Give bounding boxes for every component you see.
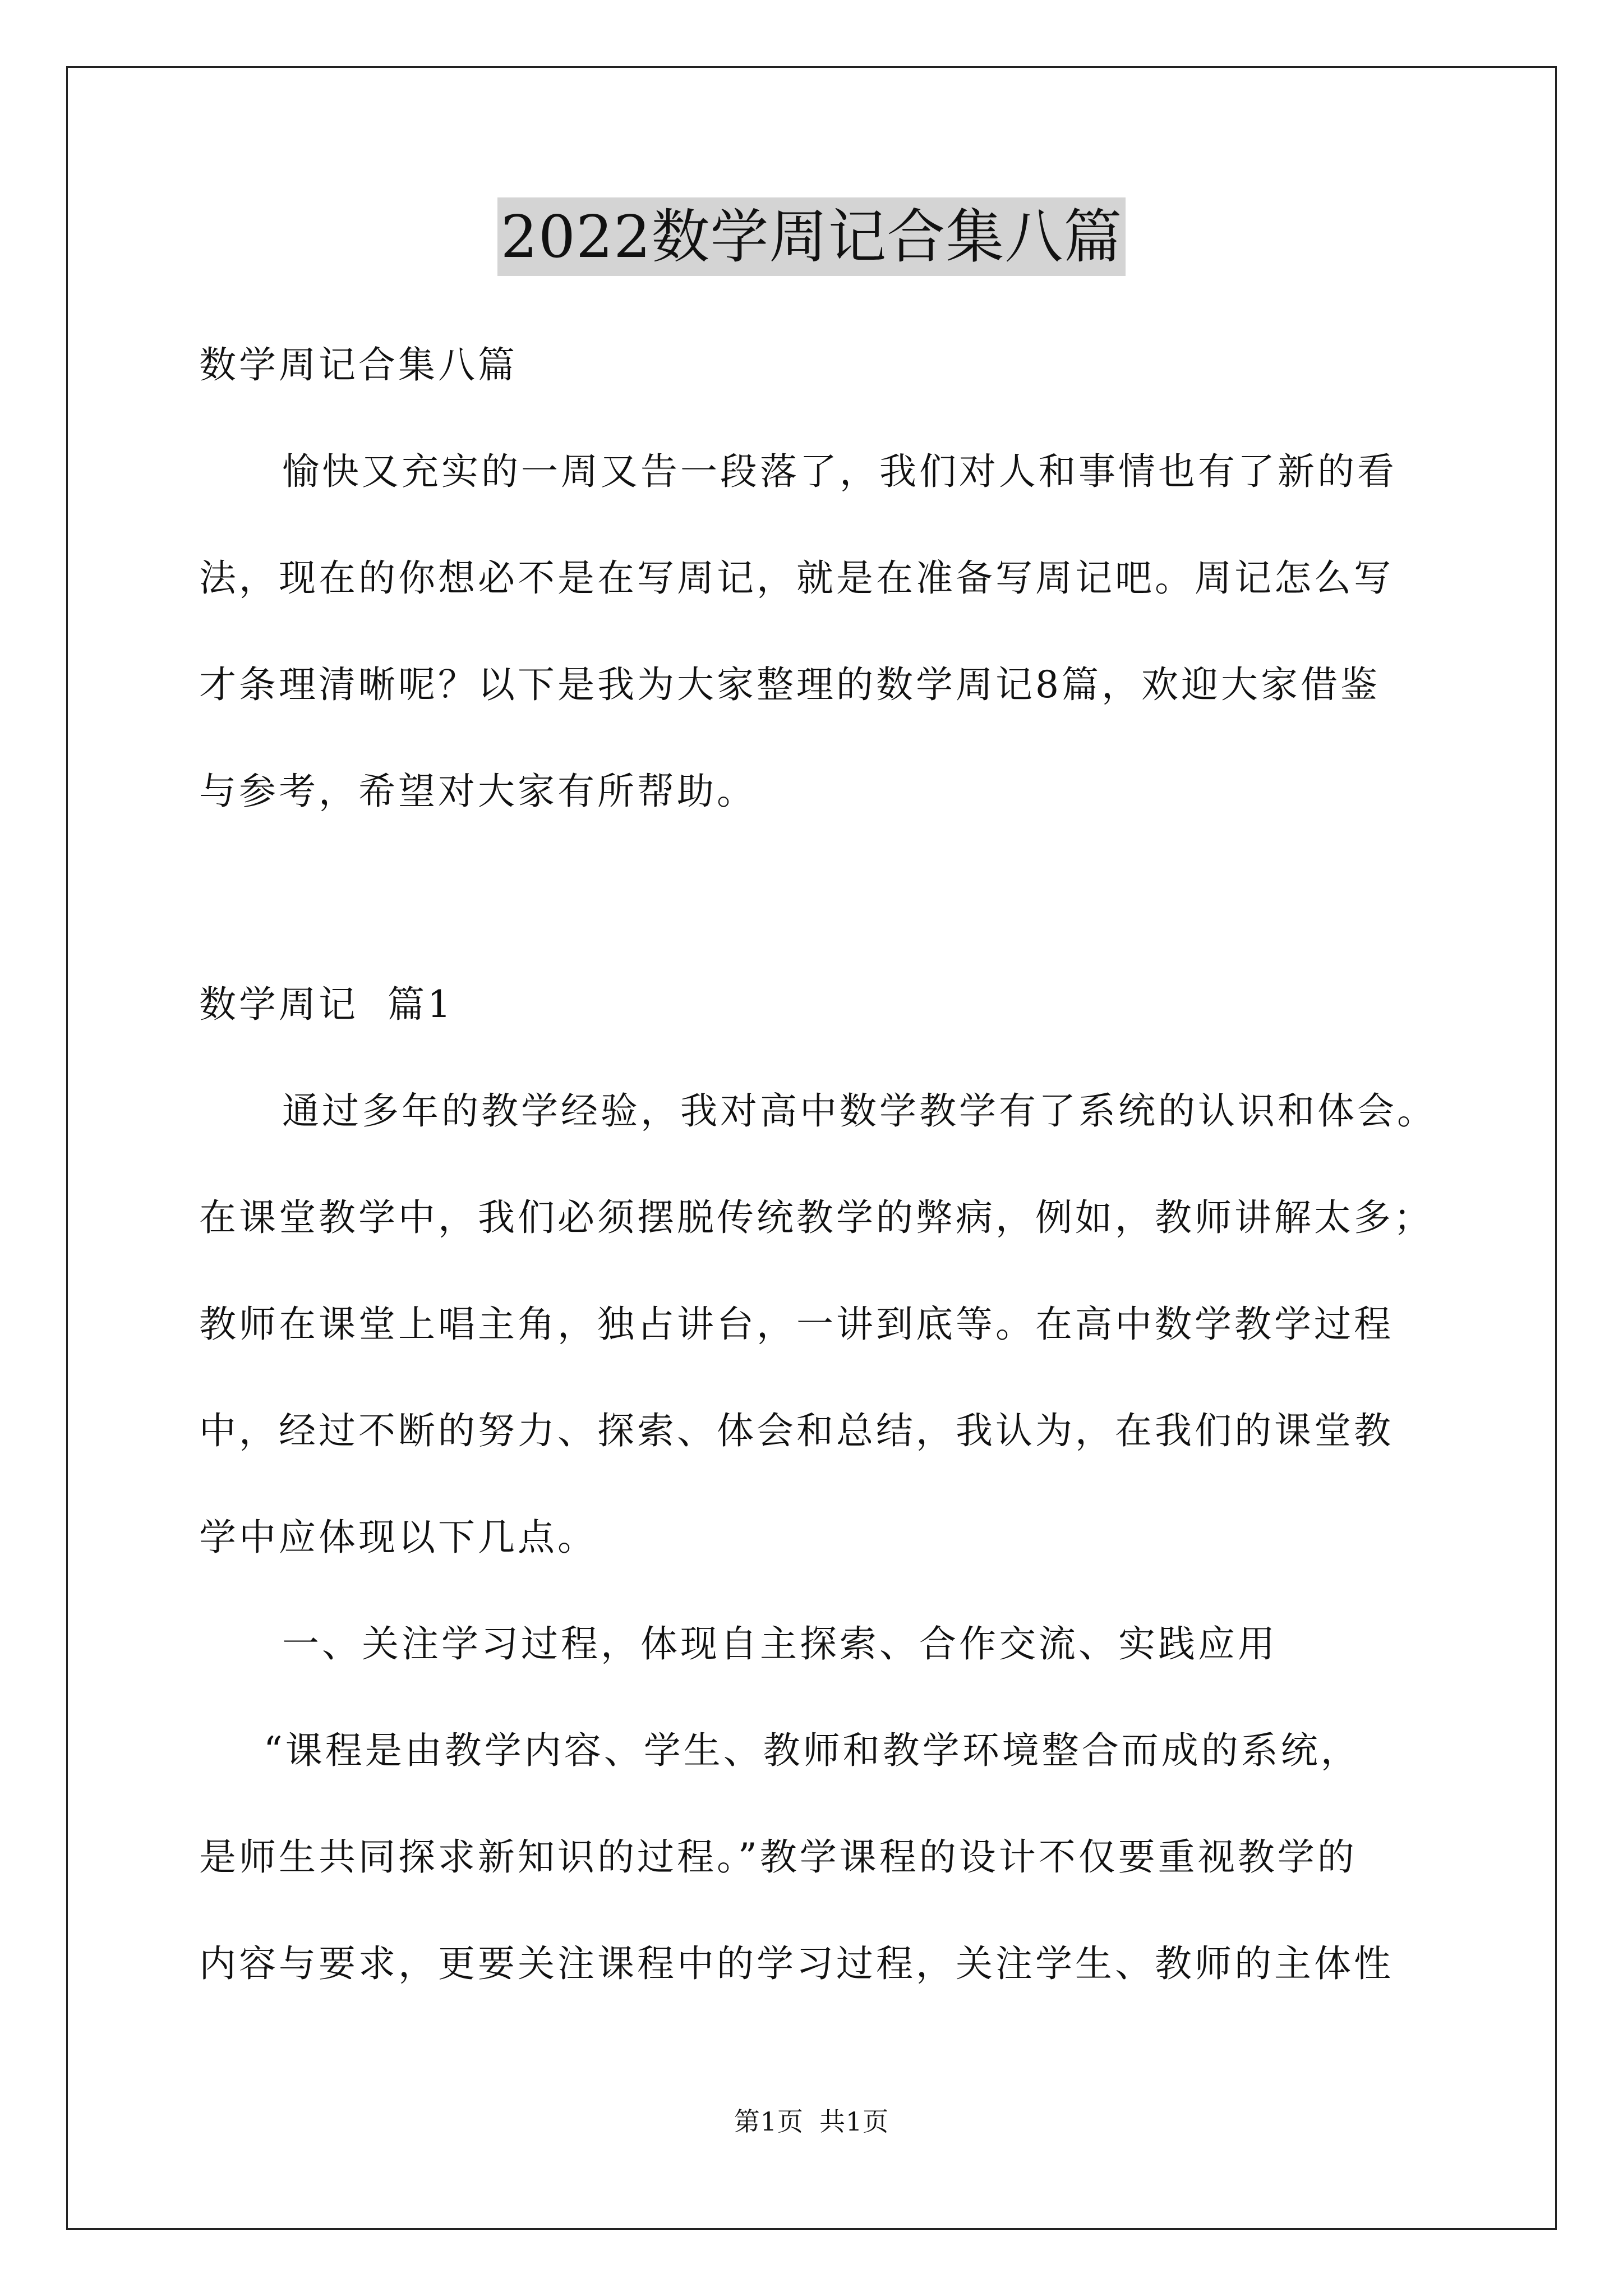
section-heading: 数学周记 篇1 bbox=[199, 983, 454, 1026]
body-line-5: 学中应体现以下几点。 bbox=[199, 1516, 597, 1559]
subtitle: 数学周记合集八篇 bbox=[199, 343, 518, 386]
quote-line-1: “课程是由教学内容、学生、教师和教学环境整合而成的系统， bbox=[264, 1729, 1361, 1772]
intro-line-2: 法，现在的你想必不是在写周记，就是在准备写周记吧。周记怎么写 bbox=[199, 556, 1394, 600]
body-line-1: 通过多年的教学经验，我对高中数学教学有了系统的认识和体会。 bbox=[282, 1089, 1437, 1133]
quote-line-2: 是师生共同探求新知识的过程。”教学课程的设计不仅要重视教学的 bbox=[199, 1835, 1357, 1879]
page-footer bbox=[0, 2105, 1623, 2138]
body-line-3: 教师在课堂上唱主角，独占讲台，一讲到底等。在高中数学教学过程 bbox=[199, 1303, 1394, 1346]
quote-line-3: 内容与要求，更要关注课程中的学习过程，关注学生、教师的主体性 bbox=[199, 1942, 1394, 1985]
intro-line-4: 与参考，希望对大家有所帮助。 bbox=[199, 770, 757, 813]
point-heading: 一、关注学习过程，体现自主探索、合作交流、实践应用 bbox=[282, 1622, 1278, 1665]
document-title: 2022数学周记合集八篇 bbox=[497, 197, 1126, 276]
page-total: 共1页 bbox=[819, 2106, 889, 2137]
title-container bbox=[0, 197, 1623, 276]
paragraph-gap bbox=[199, 845, 1433, 951]
intro-line-3: 才条理清晰呢？以下是我为大家整理的数学周记8篇，欢迎大家借鉴 bbox=[199, 663, 1380, 706]
page-number: 第1页 bbox=[734, 2106, 804, 2137]
document-body bbox=[199, 312, 1437, 2017]
body-line-4: 中，经过不断的努力、探索、体会和总结，我认为，在我们的课堂教 bbox=[199, 1409, 1394, 1452]
body-line-2: 在课堂教学中，我们必须摆脱传统教学的弊病，例如，教师讲解太多； bbox=[199, 1196, 1433, 1239]
intro-line-1: 愉快又充实的一周又告一段落了，我们对人和事情也有了新的看 bbox=[282, 450, 1397, 493]
